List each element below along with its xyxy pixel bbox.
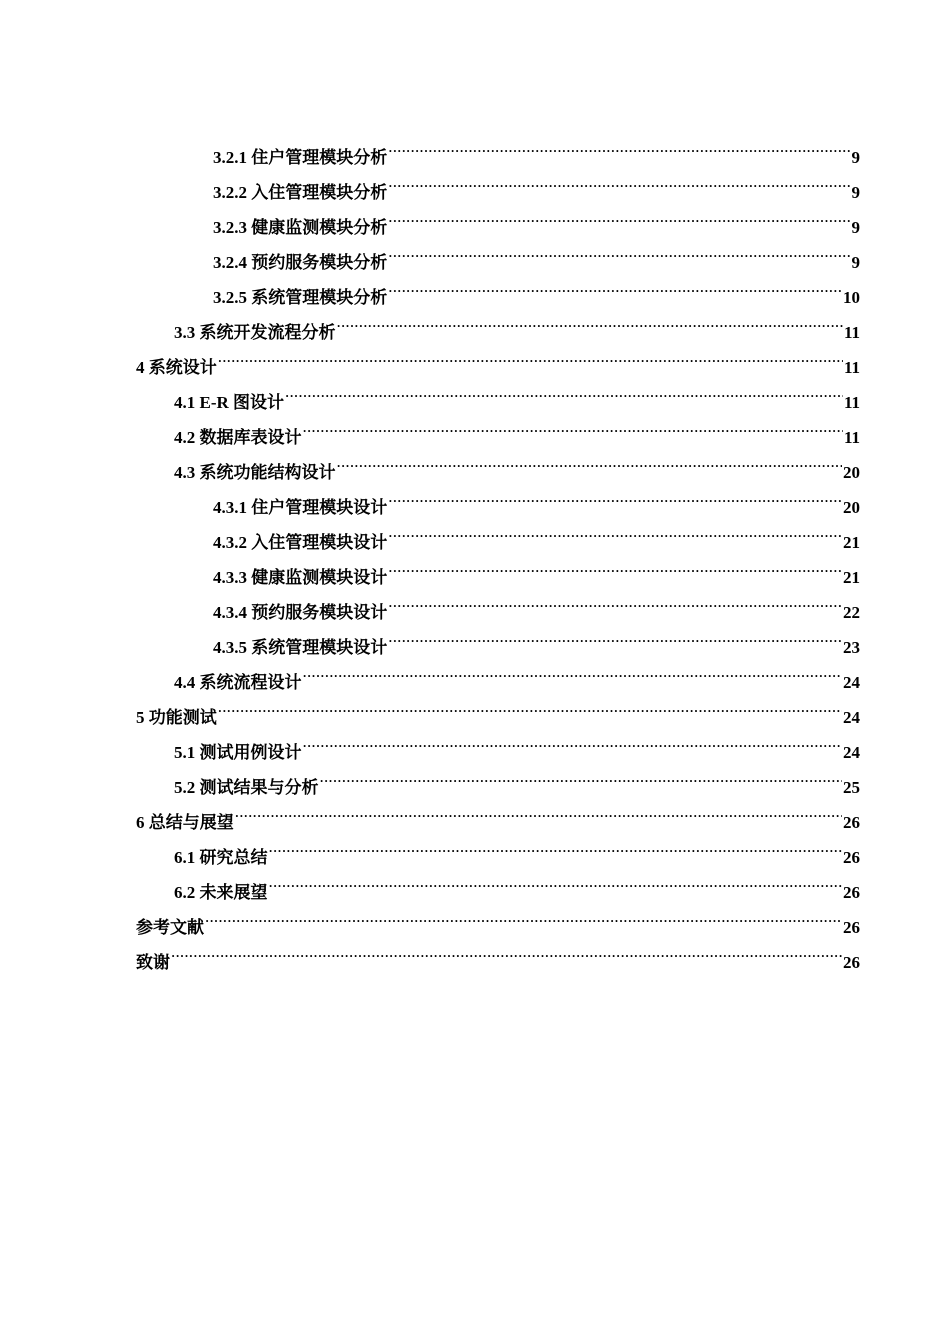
toc-leader-dots xyxy=(388,240,850,268)
toc-entry-page: 9 xyxy=(851,148,860,167)
toc-entry[interactable] xyxy=(136,590,860,625)
toc-entry-title: 4.3.1 住户管理模块设计 xyxy=(213,498,388,517)
toc-entry-page: 26 xyxy=(843,918,860,937)
toc-entry-page: 11 xyxy=(843,323,860,342)
toc-leader-dots xyxy=(388,485,842,513)
toc-entry-page: 24 xyxy=(843,743,860,762)
toc-entry[interactable] xyxy=(136,940,860,975)
toc-entry-title: 6 总结与展望 xyxy=(136,813,234,832)
toc-leader-dots xyxy=(388,555,842,583)
toc-entry-title: 4.3.4 预约服务模块设计 xyxy=(213,603,388,622)
toc-entry-title: 3.3 系统开发流程分析 xyxy=(174,323,336,342)
toc-leader-dots xyxy=(388,135,850,163)
toc-entry-page: 24 xyxy=(843,708,860,727)
toc-leader-dots xyxy=(303,730,843,758)
toc-entry-title: 5.2 测试结果与分析 xyxy=(174,778,319,797)
toc-entry[interactable] xyxy=(136,205,860,240)
toc-entry[interactable] xyxy=(136,170,860,205)
toc-entry[interactable] xyxy=(136,555,860,590)
toc-entry-page: 9 xyxy=(851,218,860,237)
toc-entry-title: 3.2.2 入住管理模块分析 xyxy=(213,183,388,202)
toc-entry-title: 4.3.3 健康监测模块设计 xyxy=(213,568,388,587)
toc-leader-dots xyxy=(235,800,842,828)
toc-entry-title: 5 功能测试 xyxy=(136,708,217,727)
toc-entry[interactable] xyxy=(136,310,860,345)
toc-entry[interactable] xyxy=(136,450,860,485)
toc-entry[interactable] xyxy=(136,485,860,520)
toc-leader-dots xyxy=(269,835,843,863)
toc-entry-page: 11 xyxy=(843,428,860,447)
toc-leader-dots xyxy=(205,905,842,933)
toc-entry-title: 4.1 E-R 图设计 xyxy=(174,393,285,412)
toc-leader-dots xyxy=(388,625,842,653)
toc-entry[interactable] xyxy=(136,135,860,170)
toc-entry-title: 5.1 测试用例设计 xyxy=(174,743,302,762)
toc-entry-page: 24 xyxy=(843,673,860,692)
toc-entry-page: 20 xyxy=(843,463,860,482)
toc-entry-title: 4.3.5 系统管理模块设计 xyxy=(213,638,388,657)
toc-entry-title: 3.2.5 系统管理模块分析 xyxy=(213,288,388,307)
toc-entry-page: 26 xyxy=(843,953,860,972)
toc-entry-page: 9 xyxy=(851,183,860,202)
toc-entry[interactable] xyxy=(136,870,860,905)
toc-entry-page: 9 xyxy=(851,253,860,272)
toc-leader-dots xyxy=(218,695,842,723)
toc-entry[interactable] xyxy=(136,765,860,800)
toc-entry-page: 22 xyxy=(843,603,860,622)
toc-leader-dots xyxy=(337,450,843,478)
toc-entry[interactable] xyxy=(136,730,860,765)
toc-entry[interactable] xyxy=(136,520,860,555)
toc-entry-title: 6.1 研究总结 xyxy=(174,848,268,867)
toc-entry-title: 3.2.4 预约服务模块分析 xyxy=(213,253,388,272)
toc-entry-page: 26 xyxy=(843,813,860,832)
toc-entry-title: 致谢 xyxy=(136,953,170,972)
toc-leader-dots xyxy=(285,380,843,408)
toc-leader-dots xyxy=(388,205,850,233)
toc-leader-dots xyxy=(320,765,843,793)
toc-leader-dots xyxy=(388,275,842,303)
toc-entry[interactable] xyxy=(136,695,860,730)
toc-entry[interactable] xyxy=(136,625,860,660)
toc-leader-dots xyxy=(171,940,842,968)
toc-entry-page: 23 xyxy=(843,638,860,657)
toc-entry-page: 10 xyxy=(843,288,860,307)
toc-leader-dots xyxy=(303,415,843,443)
toc-entry-page: 26 xyxy=(843,848,860,867)
toc-entry[interactable] xyxy=(136,835,860,870)
toc-entry[interactable] xyxy=(136,415,860,450)
toc-entry-page: 11 xyxy=(843,358,860,377)
toc-entry[interactable] xyxy=(136,345,860,380)
toc-entry-title: 4.3 系统功能结构设计 xyxy=(174,463,336,482)
toc-entry[interactable] xyxy=(136,240,860,275)
toc-entry-title: 4.4 系统流程设计 xyxy=(174,673,302,692)
toc-leader-dots xyxy=(388,590,842,618)
toc-entry-page: 20 xyxy=(843,498,860,517)
toc-entry-page: 26 xyxy=(843,883,860,902)
toc-leader-dots xyxy=(388,520,842,548)
toc-entry-title: 4 系统设计 xyxy=(136,358,217,377)
toc-entry-page: 11 xyxy=(843,393,860,412)
toc-leader-dots xyxy=(388,170,850,198)
toc-leader-dots xyxy=(269,870,843,898)
toc-entry-title: 4.3.2 入住管理模块设计 xyxy=(213,533,388,552)
toc-entry-title: 参考文献 xyxy=(136,918,204,937)
toc-entry-page: 21 xyxy=(843,568,860,587)
toc-entry-page: 21 xyxy=(843,533,860,552)
toc-entry-title: 4.2 数据库表设计 xyxy=(174,428,302,447)
toc-entry[interactable] xyxy=(136,905,860,940)
toc-entry-title: 6.2 未来展望 xyxy=(174,883,268,902)
toc-leader-dots xyxy=(303,660,843,688)
toc-entry[interactable] xyxy=(136,275,860,310)
toc-entry-title: 3.2.1 住户管理模块分析 xyxy=(213,148,388,167)
toc-entry[interactable] xyxy=(136,660,860,695)
toc-leader-dots xyxy=(218,345,843,373)
toc-entry[interactable] xyxy=(136,800,860,835)
table-of-contents xyxy=(136,135,860,975)
toc-entry-page: 25 xyxy=(843,778,860,797)
toc-leader-dots xyxy=(337,310,843,338)
toc-entry-title: 3.2.3 健康监测模块分析 xyxy=(213,218,388,237)
toc-entry[interactable] xyxy=(136,380,860,415)
